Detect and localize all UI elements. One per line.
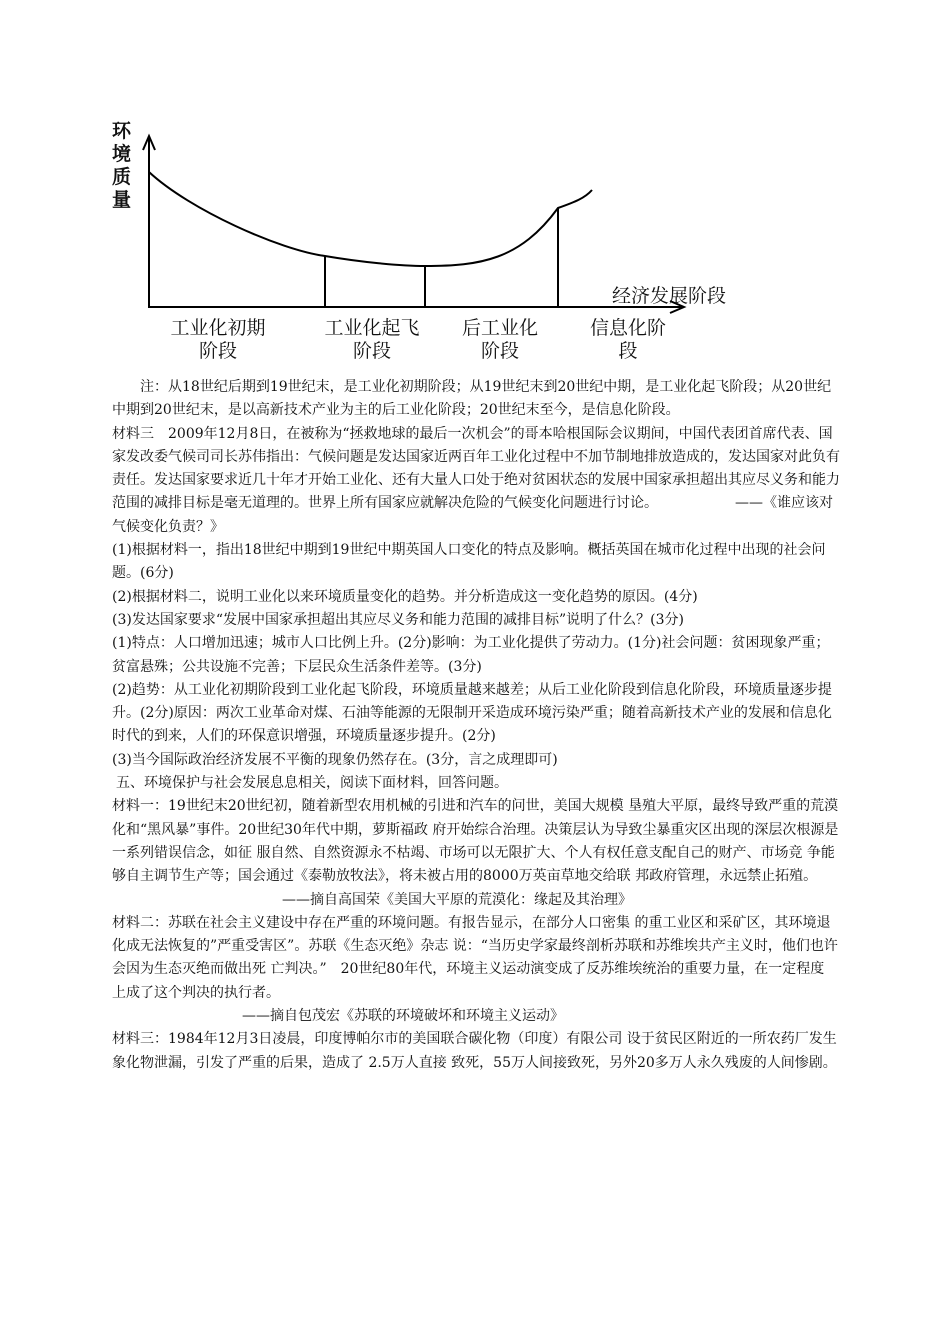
document-body [112, 376, 842, 1075]
material-three-paragraph: 材料三 2009年12月8日，在被称为“拯救地球的最后一次机会”的哥本哈根国际会议期间，中国代表团首席代表、国家发改委气候司司长苏伟指出：气候问题是发达国家近两百年工业化过程中不加节制地排放造成的，发达国家对此负有责任。发达国家要求近几十年才开始工业化、还有大量人口处于绝对贫困状态的发展中国家承担超出其应尽义务和能力范围的减排目标是毫无道理的。世界上所有国家应就解决危险的气候变化问题进行讨论。 ——《谁应该对气候变化负责？》 [112, 425, 840, 535]
stage-label-1: 工业化初期阶段 [170, 317, 266, 362]
stage-label-4: 信息化阶段 [589, 317, 666, 362]
answer-2: (2)趋势：从工业化初期阶段到工业化起飞阶段，环境质量越来越差；从后工业化阶段到信息化阶段，环境质量逐步提升。(2分)原因：两次工业革命对煤、石油等能源的无限制开采造成环境污染严重；随着高新技术产业的发展和信息化时代的到来，人们的环保意识增强，环境质量逐步提升。(2分) [112, 681, 832, 745]
stage-label-2: 工业化起飞阶段 [324, 317, 420, 362]
answer-1: (1)特点：人口增加迅速；城市人口比例上升。(2分)影响：为工业化提供了劳动力。(1分)社会问题：贫困现象严重；贫富悬殊；公共设施不完善；下层民众生活条件差等。(3分) [112, 635, 830, 675]
y-axis-label: 环境质量 [112, 120, 132, 211]
answer-3: (3)当今国际政治经济发展不平衡的现象仍然存在。(3分，言之成理即可) [112, 751, 558, 768]
question-3: (3)发达国家要求“发展中国家承担超出其应尽义务和能力范围的减排目标”说明了什么？(3分) [112, 611, 684, 628]
material-two-source: ——摘自包茂宏《苏联的环境破坏和环境主义运动》 [242, 1008, 564, 1025]
material-two-paragraph: 材料二：苏联在社会主义建设中存在严重的环境问题。有报告显示，在部分人口密集 的重工业区和采矿区，其环境退化成无法恢复的”严重受害区”。苏联《生态灭绝》杂志 说：“当历史学家最终剖析苏联和苏维埃共产主义时，他们也许会因为生态灭绝而做出死 亡判决。” 20世纪80年代，环境主义运动演变成了反苏维埃统治的重要力量，在一定程度 上成了这个判决的执行者。 [112, 914, 838, 1001]
stage-label-3: 后工业化阶段 [461, 317, 538, 362]
environment-quality-curve [149, 172, 592, 266]
note-paragraph: 注：从18世纪后期到19世纪末，是工业化初期阶段；从19世纪末到20世纪中期，是工业化起飞阶段；从20世纪中期到20世纪末，是以高新技术产业为主的后工业化阶段；20世纪末至今，是信息化阶段。 [112, 379, 832, 419]
x-axis-label: 经济发展阶段 [612, 285, 727, 307]
section-five-heading: 五、环境保护与社会发展息息相关，阅读下面材料，回答问题。 [116, 775, 508, 792]
material-one-paragraph: 材料一：19世纪末20世纪初，随着新型农用机械的引进和汽车的问世，美国大规模 垦殖大平原，最终导致严重的荒漠化和“黑风暴”事件。20世纪30年代中期，萝斯福政 府开始综合治理。决策层认为导致尘暴重灾区出现的深层次根源是一系列错误信念，如征 服自然、自然资源永不枯竭、市场可以无限扩大、个人有权任意支配自己的财产、市场竞 争能够自主调节生产等；国会通过《泰勒放牧法》，将未被占用的8000万英亩草地交给联 邦政府管理，永远禁止拓殖。 [112, 798, 839, 885]
material-three-b-paragraph: 材料三：1984年12月3日凌晨，印度博帕尔市的美国联合碳化物（印度）有限公司 设于贫民区附近的一所农药厂发生象化物泄漏，引发了严重的后果，造成了 2.5万人直接 致死，55万人间接致死，另外20多万人永久残废的人间惨剧。 [112, 1031, 837, 1071]
question-1: (1)根据材料一，指出18世纪中期到19世纪中期英国人口变化的特点及影响。概括英国在城市化过程中出现的社会问题。(6分) [112, 542, 826, 582]
material-one-source: ——摘自高国荣《美国大平原的荒漠化：缘起及其治理》 [282, 891, 632, 908]
question-2: (2)根据材料二，说明工业化以来环境质量变化的趋势。并分析造成这一变化趋势的原因。(4分) [112, 588, 698, 605]
